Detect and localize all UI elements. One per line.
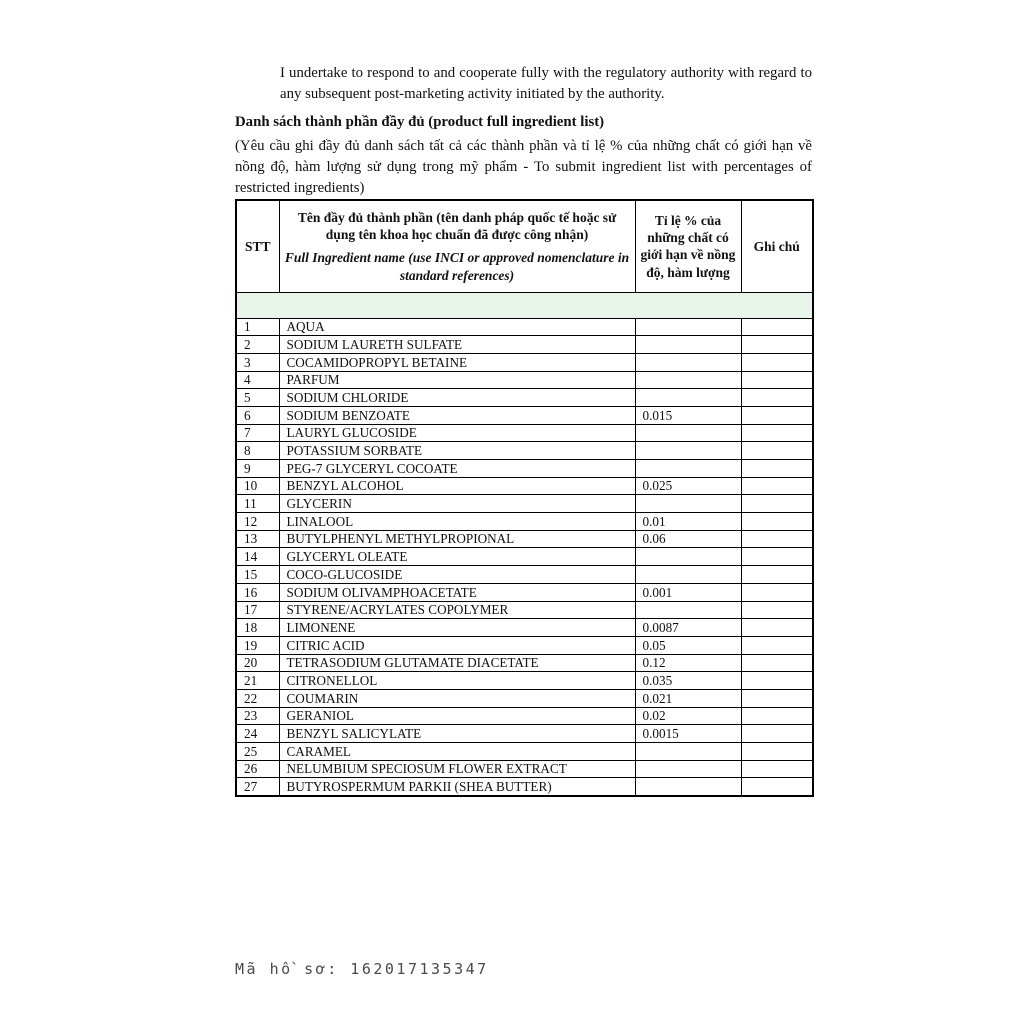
- ingredient-table-header: [236, 200, 813, 292]
- table-row: [236, 389, 813, 407]
- cell-percent: 0.01: [635, 513, 741, 531]
- cell-stt: 11: [236, 495, 279, 513]
- ingredient-table-body: [236, 292, 813, 796]
- cell-name: CITRIC ACID: [279, 636, 635, 654]
- cell-percent: [635, 371, 741, 389]
- table-row: [236, 707, 813, 725]
- intro-paragraph: I undertake to respond to and cooperate fully with the regulatory authority with regard to any subsequent post-marketing activity initiated by the authority.: [280, 65, 812, 102]
- table-row: [236, 743, 813, 761]
- cell-name: STYRENE/ACRYLATES COPOLYMER: [279, 601, 635, 619]
- cell-stt: 12: [236, 513, 279, 531]
- cell-percent: 0.001: [635, 583, 741, 601]
- cell-stt: 4: [236, 371, 279, 389]
- table-row: [236, 619, 813, 637]
- cell-stt: 24: [236, 725, 279, 743]
- cell-stt: 7: [236, 424, 279, 442]
- cell-stt: 14: [236, 548, 279, 566]
- cell-note: [741, 530, 813, 548]
- cell-note: [741, 566, 813, 584]
- table-row: [236, 778, 813, 796]
- table-row: [236, 371, 813, 389]
- cell-name: AQUA: [279, 318, 635, 336]
- cell-note: [741, 513, 813, 531]
- table-row: [236, 636, 813, 654]
- cell-name: BUTYLPHENYL METHYLPROPIONAL: [279, 530, 635, 548]
- cell-note: [741, 583, 813, 601]
- cell-note: [741, 495, 813, 513]
- cell-percent: [635, 442, 741, 460]
- cell-percent: [635, 778, 741, 796]
- cell-stt: 10: [236, 477, 279, 495]
- cell-name: SODIUM CHLORIDE: [279, 389, 635, 407]
- cell-percent: 0.02: [635, 707, 741, 725]
- cell-stt: 20: [236, 654, 279, 672]
- cell-percent: [635, 389, 741, 407]
- cell-stt: 13: [236, 530, 279, 548]
- header-ingredient-name-en: Full Ingredient name (use INCI or approved nomenclature in standard references): [284, 250, 630, 283]
- cell-percent: [635, 318, 741, 336]
- table-row: [236, 477, 813, 495]
- highlight-row: [236, 292, 813, 318]
- table-row: [236, 689, 813, 707]
- table-row: [236, 495, 813, 513]
- cell-percent: [635, 424, 741, 442]
- table-row: [236, 406, 813, 424]
- cell-name: SODIUM LAURETH SULFATE: [279, 336, 635, 354]
- cell-note: [741, 689, 813, 707]
- cell-percent: 0.05: [635, 636, 741, 654]
- cell-percent: [635, 495, 741, 513]
- cell-percent: [635, 548, 741, 566]
- cell-percent: [635, 336, 741, 354]
- cell-note: [741, 442, 813, 460]
- cell-percent: 0.0087: [635, 619, 741, 637]
- cell-percent: [635, 601, 741, 619]
- table-row: [236, 460, 813, 478]
- cell-name: POTASSIUM SORBATE: [279, 442, 635, 460]
- cell-note: [741, 760, 813, 778]
- cell-name: LINALOOL: [279, 513, 635, 531]
- cell-name: SODIUM BENZOATE: [279, 406, 635, 424]
- cell-percent: 0.025: [635, 477, 741, 495]
- cell-name: LAURYL GLUCOSIDE: [279, 424, 635, 442]
- cell-name: NELUMBIUM SPECIOSUM FLOWER EXTRACT: [279, 760, 635, 778]
- cell-stt: 19: [236, 636, 279, 654]
- cell-name: GERANIOL: [279, 707, 635, 725]
- cell-note: [741, 601, 813, 619]
- cell-name: GLYCERYL OLEATE: [279, 548, 635, 566]
- cell-percent: [635, 460, 741, 478]
- table-row: [236, 566, 813, 584]
- cell-name: BUTYROSPERMUM PARKII (SHEA BUTTER): [279, 778, 635, 796]
- cell-stt: 3: [236, 353, 279, 371]
- header-ingredient-name-vi: Tên đầy đủ thành phần (tên danh pháp quốc tế hoặc sử dụng tên khoa học chuẩn đã được công nhận): [297, 209, 617, 242]
- cell-stt: 27: [236, 778, 279, 796]
- header-stt: STT: [236, 200, 279, 292]
- header-ingredient-name: [279, 200, 635, 292]
- table-row: [236, 336, 813, 354]
- ingredient-table: [235, 199, 814, 797]
- cell-name: SODIUM OLIVAMPHOACETATE: [279, 583, 635, 601]
- cell-note: [741, 778, 813, 796]
- file-code-label: Mã hồ sơ: 162017135347: [235, 960, 489, 978]
- cell-note: [741, 389, 813, 407]
- cell-note: [741, 477, 813, 495]
- cell-name: LIMONENE: [279, 619, 635, 637]
- cell-stt: 17: [236, 601, 279, 619]
- header-note: Ghi chú: [741, 200, 813, 292]
- cell-stt: 25: [236, 743, 279, 761]
- table-row: [236, 442, 813, 460]
- highlight-row-cell: [236, 292, 813, 318]
- cell-percent: [635, 353, 741, 371]
- header-row: [236, 200, 813, 292]
- table-row: [236, 318, 813, 336]
- cell-name: PARFUM: [279, 371, 635, 389]
- table-row: [236, 760, 813, 778]
- cell-note: [741, 619, 813, 637]
- cell-name: TETRASODIUM GLUTAMATE DIACETATE: [279, 654, 635, 672]
- note-paragraph: (Yêu cầu ghi đầy đủ danh sách tất cả các thành phần và tỉ lệ % của những chất có giới hạn về nồng độ, hàm lượng sử dụng trong mỹ phẩm - To submit ingredient list with percentages of restricted ingredients): [235, 138, 812, 196]
- cell-name: PEG-7 GLYCERYL COCOATE: [279, 460, 635, 478]
- cell-percent: [635, 760, 741, 778]
- cell-name: BENZYL SALICYLATE: [279, 725, 635, 743]
- table-row: [236, 548, 813, 566]
- table-row: [236, 601, 813, 619]
- cell-note: [741, 371, 813, 389]
- table-row: [236, 530, 813, 548]
- cell-note: [741, 654, 813, 672]
- cell-stt: 23: [236, 707, 279, 725]
- cell-name: COUMARIN: [279, 689, 635, 707]
- cell-stt: 2: [236, 336, 279, 354]
- cell-note: [741, 548, 813, 566]
- cell-stt: 6: [236, 406, 279, 424]
- section-heading: Danh sách thành phần đầy đủ (product full ingredient list): [235, 114, 605, 130]
- cell-stt: 22: [236, 689, 279, 707]
- cell-stt: 8: [236, 442, 279, 460]
- cell-percent: 0.015: [635, 406, 741, 424]
- cell-percent: [635, 743, 741, 761]
- cell-note: [741, 406, 813, 424]
- cell-stt: 5: [236, 389, 279, 407]
- cell-stt: 16: [236, 583, 279, 601]
- table-row: [236, 725, 813, 743]
- document-page: [235, 63, 812, 797]
- table-row: [236, 513, 813, 531]
- cell-percent: 0.021: [635, 689, 741, 707]
- cell-stt: 21: [236, 672, 279, 690]
- cell-note: [741, 707, 813, 725]
- cell-percent: 0.06: [635, 530, 741, 548]
- cell-stt: 26: [236, 760, 279, 778]
- cell-note: [741, 636, 813, 654]
- table-row: [236, 353, 813, 371]
- cell-percent: 0.035: [635, 672, 741, 690]
- cell-note: [741, 725, 813, 743]
- table-row: [236, 424, 813, 442]
- table-row: [236, 583, 813, 601]
- cell-note: [741, 743, 813, 761]
- cell-percent: 0.0015: [635, 725, 741, 743]
- cell-note: [741, 424, 813, 442]
- cell-note: [741, 318, 813, 336]
- cell-note: [741, 672, 813, 690]
- cell-note: [741, 353, 813, 371]
- cell-stt: 18: [236, 619, 279, 637]
- cell-stt: 15: [236, 566, 279, 584]
- cell-stt: 1: [236, 318, 279, 336]
- cell-stt: 9: [236, 460, 279, 478]
- table-row: [236, 654, 813, 672]
- cell-name: CITRONELLOL: [279, 672, 635, 690]
- table-row: [236, 672, 813, 690]
- cell-name: GLYCERIN: [279, 495, 635, 513]
- cell-note: [741, 460, 813, 478]
- cell-name: COCAMIDOPROPYL BETAINE: [279, 353, 635, 371]
- cell-name: COCO-GLUCOSIDE: [279, 566, 635, 584]
- cell-name: CARAMEL: [279, 743, 635, 761]
- cell-percent: 0.12: [635, 654, 741, 672]
- cell-note: [741, 336, 813, 354]
- header-percent: Tỉ lệ % của những chất có giới hạn về nồng độ, hàm lượng: [635, 200, 741, 292]
- cell-percent: [635, 566, 741, 584]
- cell-name: BENZYL ALCOHOL: [279, 477, 635, 495]
